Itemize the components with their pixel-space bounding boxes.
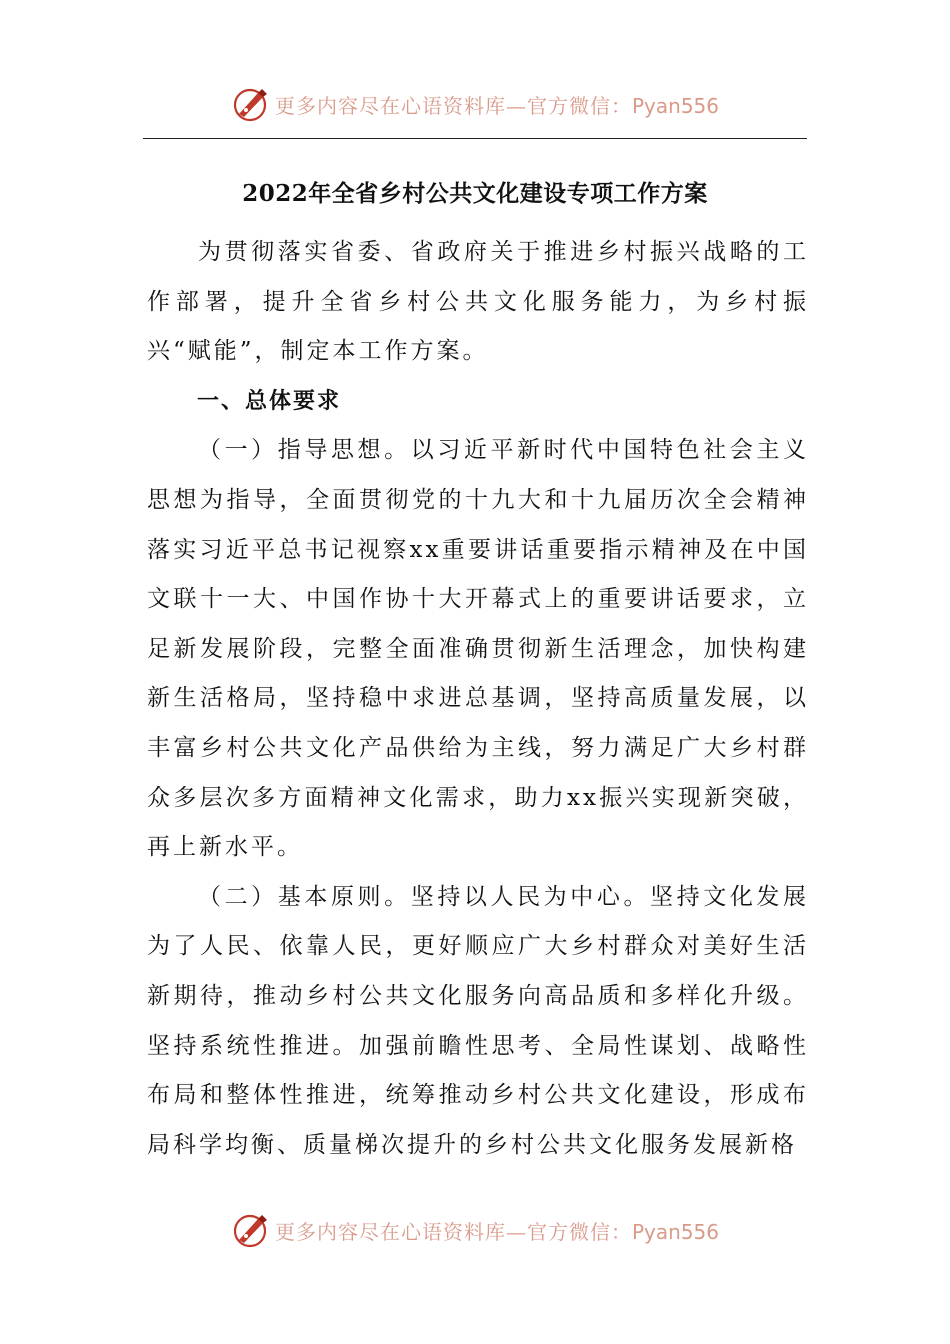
pen-nib-logo-icon bbox=[231, 1210, 271, 1250]
intro-paragraph: 为贯彻落实省委、省政府关于推进乡村振兴战略的工作部署，提升全省乡村公共文化服务能力，为乡村振兴“赋能”，制定本工作方案。 bbox=[147, 239, 809, 365]
watermark-header bbox=[0, 80, 950, 128]
basic-principles-paragraph: （二）基本原则。坚持以人民为中心。坚持文化发展为了人民、依靠人民，更好顺应广大乡村群众对美好生活新期待，推动乡村公共文化服务向高品质和多样化升级。坚持系统性推进。加强前瞻性思考、全局性谋划、战略性布局和整体性推进，统筹推动乡村公共文化建设，形成布局科学均衡、质量梯次提升的乡村公共文化服务发展新格 bbox=[147, 883, 809, 1158]
document-title: 2022年全省乡村公共文化建设专项工作方案 bbox=[242, 180, 708, 207]
watermark-text: 更多内容尽在心语资料库—官方微信：Pyan556 bbox=[274, 1219, 719, 1244]
header-rule bbox=[143, 138, 807, 139]
section-heading: 一、总体要求 bbox=[197, 388, 342, 414]
watermark-footer bbox=[0, 1206, 950, 1254]
document-body bbox=[147, 228, 809, 1170]
pen-nib-logo-icon bbox=[231, 84, 271, 124]
guiding-thought-paragraph: （一）指导思想。以习近平新时代中国特色社会主义思想为指导，全面贯彻党的十九大和十九届历次全会精神落实习近平总书记视察xx重要讲话重要指示精神及在中国文联十一大、中国作协十大开幕式上的重要讲话要求，立足新发展阶段，完整全面准确贯彻新生活理念，加快构建新生活格局，坚持稳中求进总基调，坚持高质量发展，以丰富乡村公共文化产品供给为主线，努力满足广大乡村群众多层次多方面精神文化需求，助力xx振兴实现新突破，再上新水平。 bbox=[147, 437, 809, 861]
watermark-text: 更多内容尽在心语资料库—官方微信：Pyan556 bbox=[274, 93, 719, 118]
